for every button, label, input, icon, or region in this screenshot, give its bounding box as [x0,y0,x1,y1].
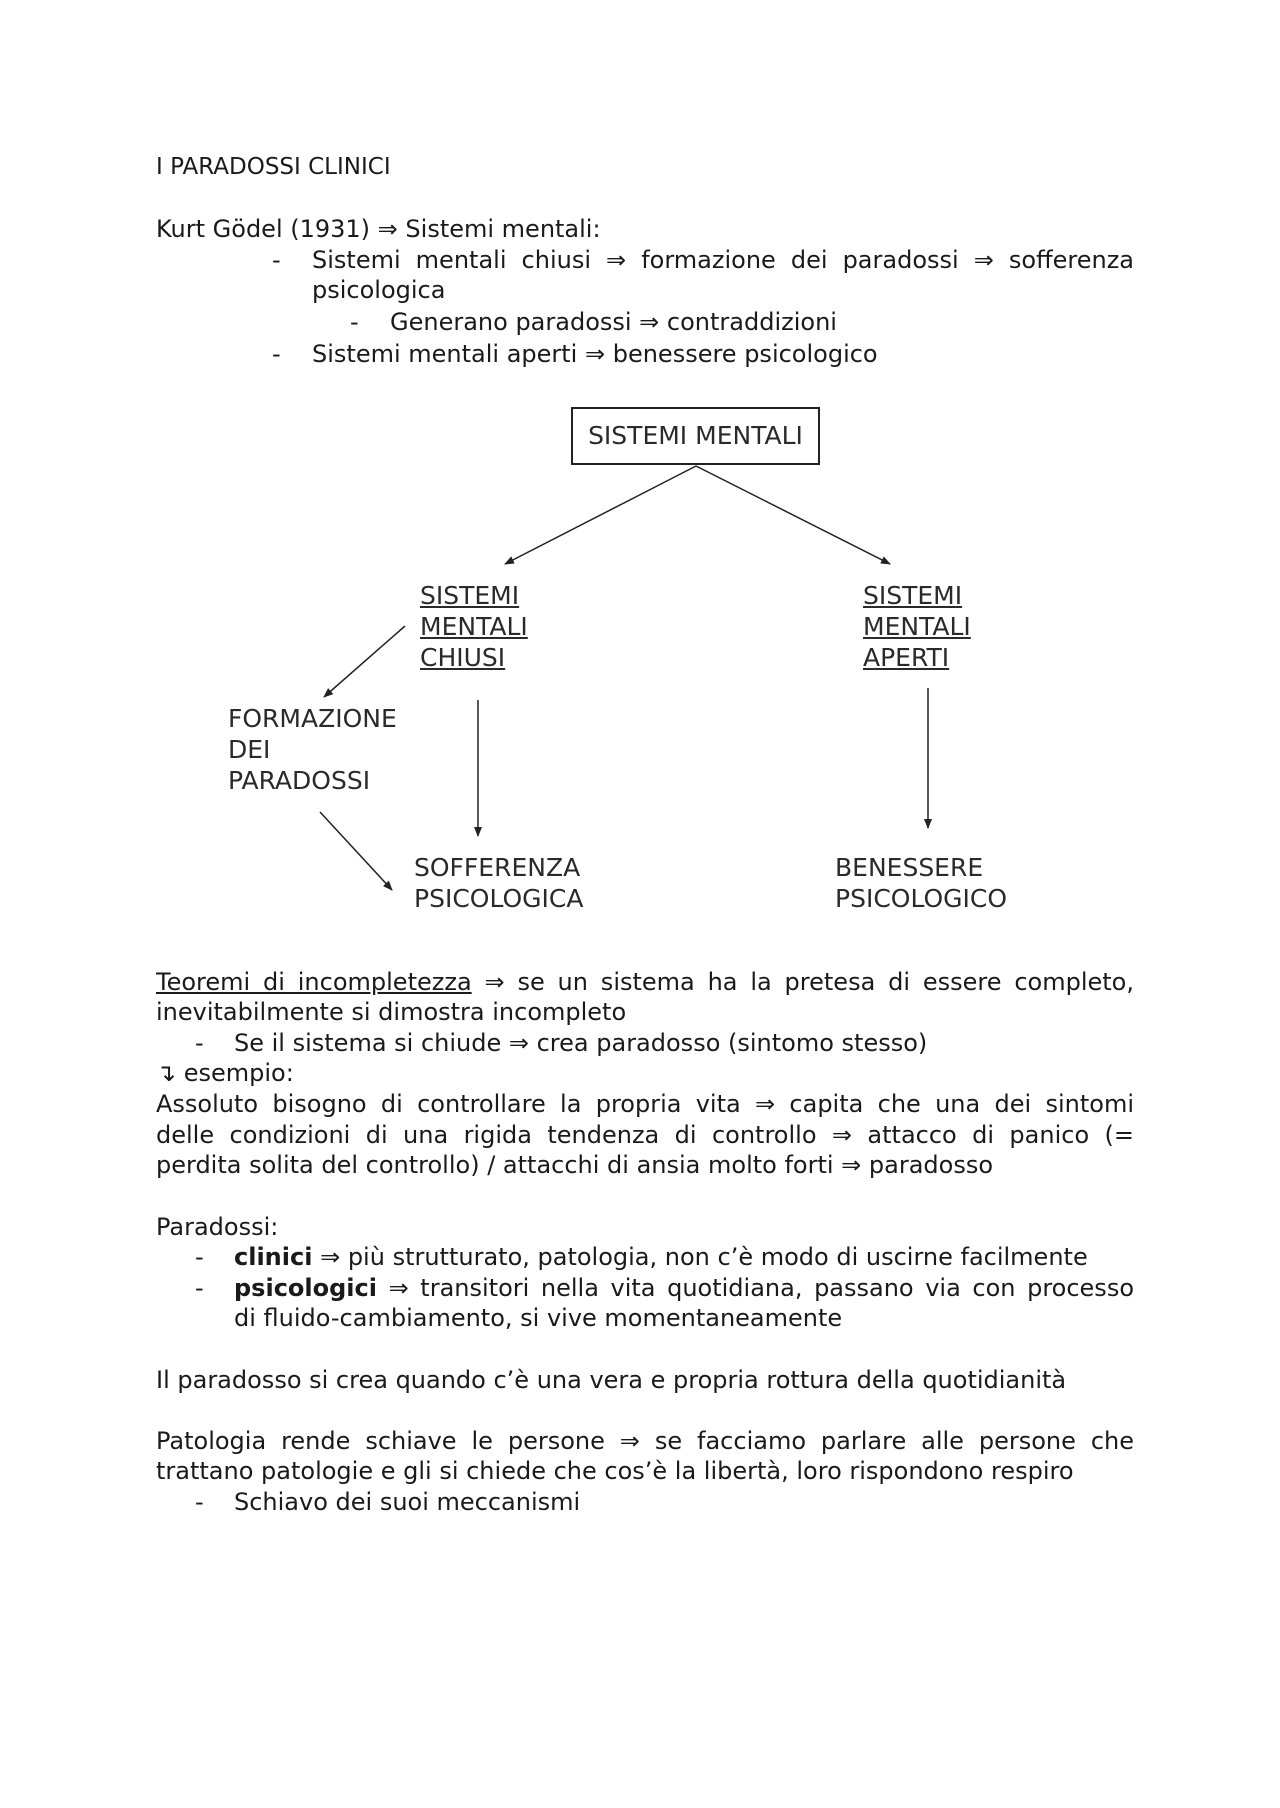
bullet-dash: - [195,1488,204,1516]
rupture-paragraph: Il paradosso si crea quando c’è una vera e propria rottura della quotidianità [156,1366,1067,1394]
diagram-open-line1: SISTEMI [863,581,963,610]
arrow-paradox-to-suffering [320,812,392,890]
intro-subitem: Generano paradossi ⇒ contraddizioni [390,308,837,336]
pathology-line2: trattano patologie e gli si chiede che cos’è la libertà, loro rispondono respiro [156,1457,1074,1485]
paradoxes-heading: Paradossi: [156,1213,279,1241]
diagram-closed-line2: MENTALI [420,612,528,641]
clinici-text: ⇒ più strutturato, patologia, non c’è modo di uscirne facilmente [312,1243,1088,1271]
arrow-root-to-open [696,466,890,564]
theorems-term: Teoremi di incompletezza [156,968,472,996]
intro-heading: Kurt Gödel (1931) ⇒ Sistemi mentali: [156,215,601,243]
arrow-root-to-closed [505,466,696,564]
paradox-psico-item-line2: di fluido-cambiamento, si vive momentaneamente [234,1304,843,1332]
intro-item-closed-line1: Sistemi mentali chiusi ⇒ formazione dei paradossi ⇒ sofferenza [312,246,1134,274]
arrow-closed-to-paradox [324,626,405,697]
diagram-closed-line3: CHIUSI [420,643,506,672]
bullet-dash: - [350,308,359,336]
bullet-dash: - [195,1274,204,1302]
diagram-wellbeing-line2: PSICOLOGICO [835,884,1008,913]
diagram-open-line2: MENTALI [863,612,971,641]
theorems-line2: inevitabilmente si dimostra incompleto [156,998,627,1026]
example-para-line2: delle condizioni di una rigida tendenza di controllo ⇒ attacco di panico (= [156,1121,1134,1149]
intro-item-closed-line2: psicologica [312,276,446,304]
diagram-suffering-line1: SOFFERENZA [414,853,581,882]
diagram-root-box: SISTEMI MENTALI [571,407,820,465]
paradox-clinici-item [234,1242,1088,1272]
example-para-line3: perdita solita del controllo) / attacchi di ansia molto forti ⇒ paradosso [156,1151,994,1179]
pathology-bullet: Schiavo dei suoi meccanismi [234,1488,581,1516]
page-title: I PARADOSSI CLINICI [156,154,391,180]
intro-item-open: Sistemi mentali aperti ⇒ benessere psicologico [312,340,878,368]
diagram-paradox-line2: DEI [228,735,271,764]
paradox-psico-item-line1 [234,1273,1134,1303]
psico-term: psicologici [234,1274,377,1302]
theorems-bullet: Se il sistema si chiude ⇒ crea paradosso (sintomo stesso) [234,1029,928,1057]
bullet-dash: - [195,1243,204,1271]
diagram-open-line3: APERTI [863,643,950,672]
diagram-paradox-line1: FORMAZIONE [228,704,397,733]
example-para-line1: Assoluto bisogno di controllare la propria vita ⇒ capita che una dei sintomi [156,1090,1134,1118]
diagram-paradox-line3: PARADOSSI [228,766,371,795]
theorems-line1 [156,967,1134,997]
bullet-dash: - [195,1029,204,1057]
theorems-line1-rest: ⇒ se un sistema ha la pretesa di essere completo, [471,968,1134,996]
bullet-dash: - [272,340,281,368]
example-label: ↴ esempio: [156,1059,294,1087]
diagram-wellbeing-line1: BENESSERE [835,853,984,882]
clinici-term: clinici [234,1243,313,1271]
bullet-dash: - [272,246,281,274]
pathology-line1: Patologia rende schiave le persone ⇒ se facciamo parlare alle persone che [156,1427,1134,1455]
psico-text-line1: ⇒ transitori nella vita quotidiana, passano via con processo [376,1274,1134,1302]
diagram-closed-line1: SISTEMI [420,581,520,610]
diagram-suffering-line2: PSICOLOGICA [414,884,584,913]
